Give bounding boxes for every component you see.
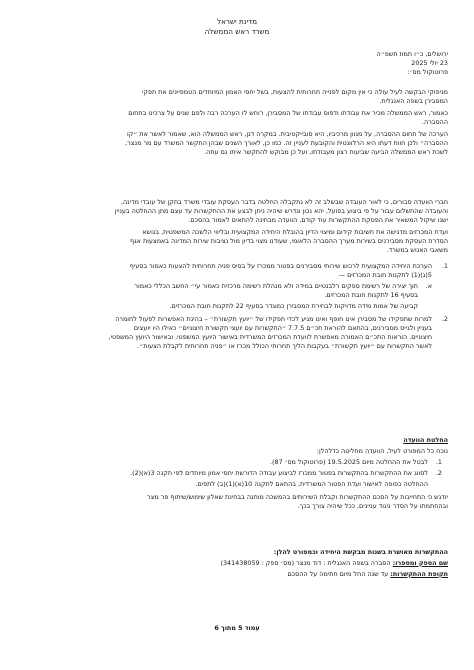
period-value: עד שנה החל מיום חתימה על ההסכם — [287, 570, 389, 578]
paragraph-line: ישנו שיקול המשאיר את הפסקת ההתקשרות עוד קודם, הוועדה מבחינה להתאים לאמור בהסכם. — [188, 216, 448, 224]
list-item-line: לאשר התקשרות עם ״יועץ תקשורת״ בעקבות הליך תחרותי הכולל מכרז או ״פניה תחרותית לקבלת הצעות״. — [137, 342, 432, 350]
sub-list-item — [26, 302, 418, 311]
decision-note-line: יודגש כי התחייבות על הסכם ההתקשרות וקבלת השירותים בהמשכה מותנה בבחינת שאלון שימוש/שיתוף פר מצר — [146, 493, 448, 501]
list-item — [26, 262, 448, 280]
supplier-value: הסברה בשפה האנגלית : דוד מנצר (מס׳ ספק : 341438059) — [220, 559, 391, 567]
hebrew-date: ירושלים, כ״ו תמוז תשפ״ה — [376, 50, 448, 58]
state-name: מדינת ישראל — [217, 17, 257, 26]
decision-text: לבטל את ההחלטה מיום 19.5.2025 (פרוטוקול מס׳ 87). — [269, 458, 428, 466]
sub-list-letter: א. — [425, 282, 432, 290]
list-item-line: הערכת היחידה המקצועית לרכוש שירותי מסבירנים בפטור ממכרז על בסיס פניה תחרותית להצעות כאמור בסעיף — [129, 262, 432, 270]
paragraph-line: ועדת המכרזים מדגישה את חשיבות קידום ומיצוי הדיון בהובלת היחידה המקצועית ובליווי הלשכה המשפטית, בנושא — [142, 228, 448, 236]
decision-item — [26, 480, 448, 489]
list-item — [26, 315, 448, 351]
contract-section — [26, 548, 448, 579]
page-number: עמוד 5 מתוך 6 — [214, 624, 260, 632]
paragraph-line: ההסברה״ ולכן חוות דעתו היא הרלוונטית והקובעת לעניין זה. כמו כן, לאורך השנים שבהן התקשר המשרד עם מר מנצר, — [125, 139, 448, 147]
sub-item-line: בסעיף 16 לתקנות חובת המכרזים. — [324, 291, 418, 299]
sub-item-line: תוך יצירה של רשימת ספקים רלבנטיים במידה ולא מנהלת רשימה מרכזית כאמור עי״ החשב הכללי כאמור — [134, 282, 418, 290]
list-item-line: 5(ג)(1) לתקנות חובת המכרזים — — [338, 271, 432, 279]
supplier-row — [26, 559, 448, 568]
paragraph-line: ההסברה. — [421, 118, 448, 126]
decision-item — [26, 458, 448, 467]
paragraph-line: חברי הוועדה סבורים, כי לאור העובדה שבשלב זה לא נתקבלה החלטה בדבר העסקת עובדי משרד בתקן של עובדי מדינה, — [120, 198, 448, 206]
decision-note-line: ובהחתמתו על הסדר ניגוד עניינים, ככל שיהיה צורך בכך. — [297, 502, 448, 510]
sub-list-item — [26, 282, 432, 300]
paragraph-line: והעובדה שהתשלום עבור על פי ביצוע בפועל, יהא נכון ונדרש שיהיה ניתן לבצע את ההתקשרות עד עצם מתן ההחלטה בעניין — [114, 207, 448, 215]
list-item-line: למרות שתפקידו של מסבירן אינו חופף ואינו מגיע לכדי תפקידו של ״יועץ תקשורת״ – בהינת האפשרות לפעול לחומרה — [115, 315, 432, 323]
period-label: תקופת ההתקשרות: — [390, 570, 448, 578]
document-meta — [248, 50, 448, 77]
numbered-list — [26, 262, 448, 351]
decision-number: 1. — [435, 458, 442, 466]
office-name: משרד ראש הממשלה — [204, 27, 270, 36]
intro-paragraphs — [26, 88, 448, 157]
paragraph-line: משאבי האנוש במשרד. — [386, 246, 448, 254]
decision-text: לסווג את ההתקשרות בהתקשרות בפטור ממכרז לביצוע עבודה הדורשת יחסי אמון מיוחדים לפי תקנה 3(א)(2). — [130, 469, 428, 477]
list-item-line: חיצוניים. הוראות התכ״ם האמורה מאפשרת לוועדת המכרזים המשרדית באישור היועץ המשפטי, ובאישור היועץ המשפטי, — [108, 333, 432, 341]
list-number: 1. — [441, 262, 448, 270]
paragraph-line: הסדרת העסקת מסבירנים בשירות מערך ההסברה הלאומי, שעודנו מצוי בדיון מול נציבות שירות המדינה באמצעות אגף — [129, 237, 448, 245]
gregorian-date: 23 יולי 2025 — [411, 59, 448, 67]
page-footer — [0, 624, 474, 633]
list-number: 2. — [441, 315, 448, 323]
decision-title: החלטת הוועדה — [403, 436, 448, 444]
supplier-label: שם הספק ומספרו: — [392, 559, 448, 567]
decision-item — [26, 469, 448, 478]
paragraph-line: מניפוקי הבקשה לעיל עולה כי אין מקום לפנייה תחרותית להצעות, בשל יחסי האמון המיוחדים הטמפיינים את תפקי — [141, 88, 448, 96]
decision-number: 2. — [435, 469, 442, 477]
list-item-line: בעניין ולגייס מסבירנים, בהתאם להוראת תכ״ם 7.7.5 ״התקשרות עם יועצי תקשורת חיצוניים״ כאילו היו יועצים — [133, 324, 432, 332]
decision-intro: נוכח כל המפורט לעיל, הוועדה מחליטה כדלהלן: — [316, 447, 448, 455]
contract-heading: ההתקשרות מאושרת בשנות מבקשת היחידה וכמפורט להלן: — [273, 548, 448, 556]
paragraph-line: כאמור, ראש הממשלה מכיר את עבודתו ודפוס עבודתו של המסבירן, רוחש לו הערכה רבה ולפם שנים על צרכינו בתחום — [128, 109, 448, 117]
sub-item-line: קביעה של אמות מידה מדויקות לבחירת המסבירן כמוגדר בסעיף 22 לתקנות חובת המכרזים. — [169, 302, 418, 310]
letterhead — [0, 17, 474, 37]
decision-text: ההחלטה כפופה לאישור ועדת הפטור המשרדית, בהתאם לתקנה 10(א)(1)(ב) לתפים. — [195, 480, 428, 488]
protocol-number-label: פרוטוקול מס׳: — [407, 68, 448, 76]
paragraph-line: לשכת ראש הממשלה הביעה שביעות רצון מעבודתו, ועל כן מבוקש להתקשר איתו גם עתה. — [204, 148, 448, 156]
period-row — [26, 570, 448, 579]
body-paragraphs — [26, 198, 448, 255]
decision-section — [26, 436, 448, 511]
paragraph-line: המסבירן בשפה האנגלית. — [379, 97, 448, 105]
paragraph-line: הערכה של תחום ההסברה, על מגוון מרכיביו, היא סובייקטיבית. במקרה דנן, ראש הממשלה הוא, שאמור לאשר את ״קו — [126, 130, 448, 138]
